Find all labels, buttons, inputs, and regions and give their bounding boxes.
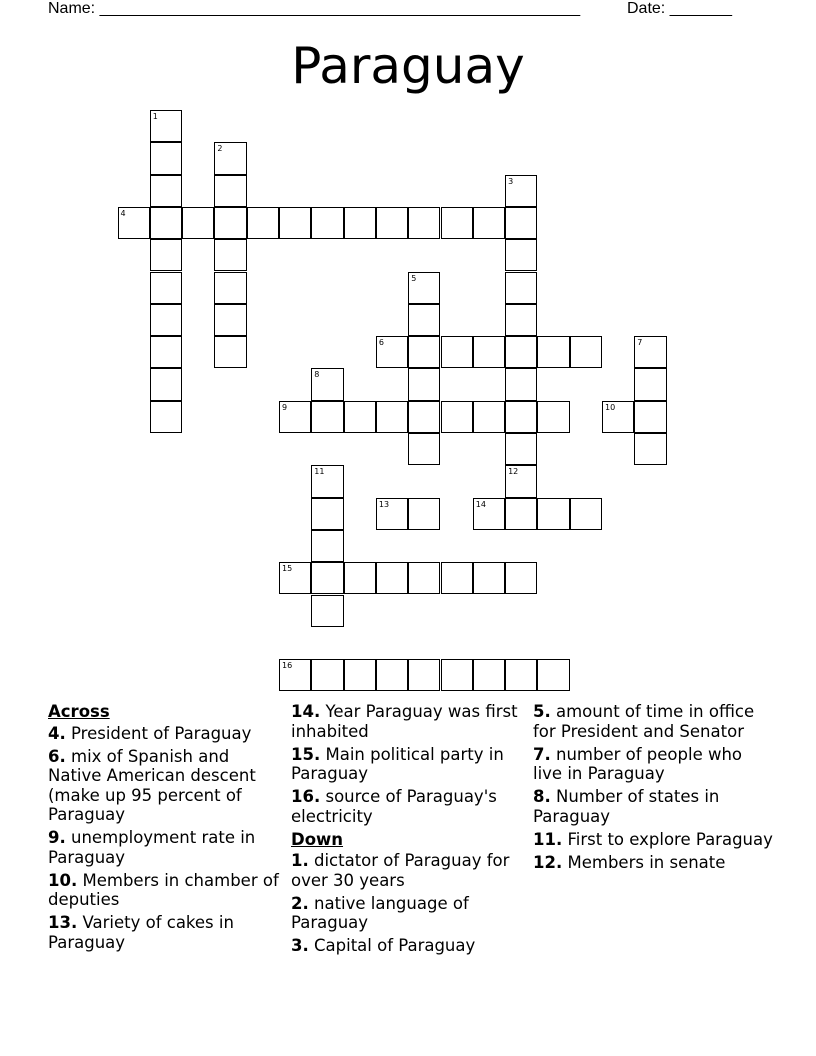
cell-number: 13 <box>378 499 390 509</box>
crossword-cell[interactable] <box>376 401 408 433</box>
crossword-cell[interactable] <box>537 498 569 530</box>
clue-text: unemployment rate in Paraguay <box>48 828 256 867</box>
clue-text: First to explore Paraguay <box>567 829 773 849</box>
crossword-cell[interactable] <box>150 368 182 400</box>
clue-down-5 <box>533 702 773 741</box>
clue-number: 6. <box>48 746 66 766</box>
clue-number: 12. <box>533 852 563 872</box>
crossword-cell[interactable] <box>150 401 182 433</box>
crossword-cell[interactable] <box>376 336 408 368</box>
clue-text: Members in chamber of deputies <box>48 870 279 909</box>
date-field: Date: _______ <box>627 0 732 17</box>
crossword-cell[interactable] <box>537 659 569 691</box>
crossword-cell[interactable] <box>214 207 246 239</box>
crossword-cell[interactable] <box>505 433 537 465</box>
clue-down-7 <box>533 745 773 784</box>
cell-number: 1 <box>152 112 158 121</box>
clue-down-2 <box>291 894 523 933</box>
clue-text: Year Paraguay was first inhabited <box>291 702 518 741</box>
crossword-cell[interactable] <box>505 304 537 336</box>
crossword-cell[interactable] <box>214 142 246 174</box>
crossword-cell[interactable] <box>505 207 537 239</box>
clue-text: source of Paraguay's electricity <box>291 787 497 826</box>
crossword-cell[interactable] <box>505 368 537 400</box>
crossword-cell[interactable] <box>408 433 440 465</box>
crossword-cell[interactable] <box>311 530 343 562</box>
crossword-cell[interactable] <box>505 659 537 691</box>
clue-across-14 <box>291 702 523 741</box>
crossword-cell[interactable] <box>150 175 182 207</box>
cell-number: 9 <box>282 402 288 412</box>
cell-number: 5 <box>411 273 417 283</box>
crossword-cell[interactable] <box>473 207 505 239</box>
clue-down-11 <box>533 830 773 850</box>
clue-down-8 <box>533 787 773 826</box>
crossword-cell[interactable] <box>634 433 666 465</box>
crossword-cell[interactable] <box>150 304 182 336</box>
clue-number: 1. <box>291 851 309 870</box>
clue-number: 15. <box>291 744 321 764</box>
crossword-cell[interactable] <box>505 562 537 594</box>
crossword-cell[interactable] <box>505 465 537 497</box>
clue-number: 14. <box>291 702 321 721</box>
clue-number: 4. <box>48 723 66 743</box>
cell-number: 16 <box>282 661 293 671</box>
crossword-cell[interactable] <box>214 239 246 271</box>
crossword-cell[interactable] <box>441 659 473 691</box>
crossword-cell[interactable] <box>634 401 666 433</box>
cell-number: 7 <box>637 338 643 348</box>
cell-number: 8 <box>314 370 320 380</box>
cell-number: 3 <box>508 176 514 186</box>
crossword-cell[interactable] <box>441 401 473 433</box>
crossword-cell[interactable] <box>570 498 602 530</box>
crossword-cell[interactable] <box>150 272 182 304</box>
crossword-cell[interactable] <box>311 465 343 497</box>
crossword-cell[interactable] <box>408 207 440 239</box>
crossword-cell[interactable] <box>311 368 343 400</box>
crossword-cell[interactable] <box>376 207 408 239</box>
clue-number: 5. <box>533 702 551 721</box>
crossword-cell[interactable] <box>311 562 343 594</box>
cell-number: 15 <box>282 564 293 574</box>
clue-text: dictator of Paraguay for over 30 years <box>291 851 510 890</box>
clue-number: 10. <box>48 870 78 890</box>
cell-number: 11 <box>314 467 325 477</box>
clue-number: 3. <box>291 936 309 955</box>
crossword-cell[interactable] <box>634 336 666 368</box>
cell-number: 12 <box>508 467 519 477</box>
crossword-cell[interactable] <box>150 239 182 271</box>
clue-text: Number of states in Paraguay <box>533 787 720 826</box>
crossword-cell[interactable] <box>376 498 408 530</box>
crossword-cell[interactable] <box>279 659 311 691</box>
clue-text: Main political party in Paraguay <box>291 744 504 783</box>
across-heading: Across <box>48 702 110 721</box>
clue-down-12 <box>533 853 773 873</box>
cell-number: 6 <box>378 338 384 348</box>
crossword-cell[interactable] <box>344 401 376 433</box>
cell-number: 10 <box>605 402 616 412</box>
clue-text: Members in senate <box>567 852 726 872</box>
page-title: Paraguay <box>291 37 525 95</box>
crossword-cell[interactable] <box>311 401 343 433</box>
clue-number: 2. <box>291 893 309 913</box>
crossword-cell[interactable] <box>311 207 343 239</box>
crossword-cell[interactable] <box>441 562 473 594</box>
crossword-cell[interactable] <box>441 207 473 239</box>
crossword-cell[interactable] <box>505 401 537 433</box>
clue-across-16 <box>291 787 523 826</box>
crossword-cell[interactable] <box>441 336 473 368</box>
crossword-cell[interactable] <box>279 401 311 433</box>
crossword-cell[interactable] <box>150 142 182 174</box>
clue-across-6 <box>48 747 280 825</box>
crossword-cell[interactable] <box>408 562 440 594</box>
crossword-cell[interactable] <box>408 659 440 691</box>
cell-number: 2 <box>217 144 223 154</box>
clue-across-13 <box>48 913 280 952</box>
clue-across-15 <box>291 745 523 784</box>
crossword-cell[interactable] <box>344 562 376 594</box>
crossword-cell[interactable] <box>473 498 505 530</box>
crossword-cell[interactable] <box>214 175 246 207</box>
clue-down-1 <box>291 851 523 890</box>
crossword-cell[interactable] <box>408 498 440 530</box>
clue-text: amount of time in office for President and Senator <box>533 702 755 741</box>
clue-across-4 <box>48 724 280 744</box>
crossword-cell[interactable] <box>473 336 505 368</box>
crossword-cell[interactable] <box>344 659 376 691</box>
crossword-cell[interactable] <box>279 207 311 239</box>
crossword-cell[interactable] <box>214 336 246 368</box>
name-field: Name: ______________________________________________________ <box>48 0 581 17</box>
crossword-cell[interactable] <box>473 659 505 691</box>
crossword-cell[interactable] <box>214 272 246 304</box>
crossword-cell[interactable] <box>505 272 537 304</box>
crossword-cell[interactable] <box>344 207 376 239</box>
crossword-cell[interactable] <box>634 368 666 400</box>
crossword-cell[interactable] <box>150 110 182 142</box>
clue-across-10 <box>48 871 280 910</box>
crossword-cell[interactable] <box>311 659 343 691</box>
clue-column-1 <box>48 702 280 956</box>
clue-column-2 <box>291 702 523 959</box>
crossword-cell[interactable] <box>408 368 440 400</box>
crossword-cell[interactable] <box>279 562 311 594</box>
crossword-cell[interactable] <box>376 562 408 594</box>
crossword-cell[interactable] <box>376 659 408 691</box>
crossword-cell[interactable] <box>247 207 279 239</box>
clue-text: Variety of cakes in Paraguay <box>48 913 234 952</box>
crossword-cell[interactable] <box>311 498 343 530</box>
crossword-cell[interactable] <box>408 401 440 433</box>
crossword-cell[interactable] <box>505 498 537 530</box>
clue-number: 7. <box>533 744 551 764</box>
clue-number: 8. <box>533 787 551 806</box>
crossword-cell[interactable] <box>537 401 569 433</box>
crossword-cell[interactable] <box>182 207 214 239</box>
clue-text: native language of Paraguay <box>291 893 469 932</box>
clue-text: Capital of Paraguay <box>314 936 476 955</box>
clue-number: 13. <box>48 913 78 932</box>
crossword-cell[interactable] <box>505 336 537 368</box>
crossword-cell[interactable] <box>602 401 634 433</box>
clue-down-3 <box>291 936 523 956</box>
crossword-cell[interactable] <box>118 207 150 239</box>
clue-number: 9. <box>48 828 66 847</box>
crossword-cell[interactable] <box>408 336 440 368</box>
clue-column-3 <box>533 702 773 876</box>
crossword-cell[interactable] <box>311 595 343 627</box>
crossword-cell[interactable] <box>150 336 182 368</box>
crossword-cell[interactable] <box>473 562 505 594</box>
clue-text: President of Paraguay <box>71 723 252 743</box>
clue-text: number of people who live in Paraguay <box>533 744 743 783</box>
crossword-cell[interactable] <box>537 336 569 368</box>
crossword-cell[interactable] <box>473 401 505 433</box>
clue-across-9 <box>48 828 280 867</box>
clue-number: 11. <box>533 829 563 849</box>
clue-text: mix of Spanish and Native American descent (make up 95 percent of Paraguay <box>48 746 256 824</box>
clue-number: 16. <box>291 787 321 806</box>
crossword-cell[interactable] <box>408 304 440 336</box>
down-heading: Down <box>291 829 344 849</box>
crossword-cell[interactable] <box>505 175 537 207</box>
crossword-cell[interactable] <box>505 239 537 271</box>
cell-number: 4 <box>120 208 126 218</box>
crossword-cell[interactable] <box>570 336 602 368</box>
crossword-cell[interactable] <box>150 207 182 239</box>
cell-number: 14 <box>475 499 486 509</box>
crossword-cell[interactable] <box>214 304 246 336</box>
crossword-cell[interactable] <box>408 272 440 304</box>
